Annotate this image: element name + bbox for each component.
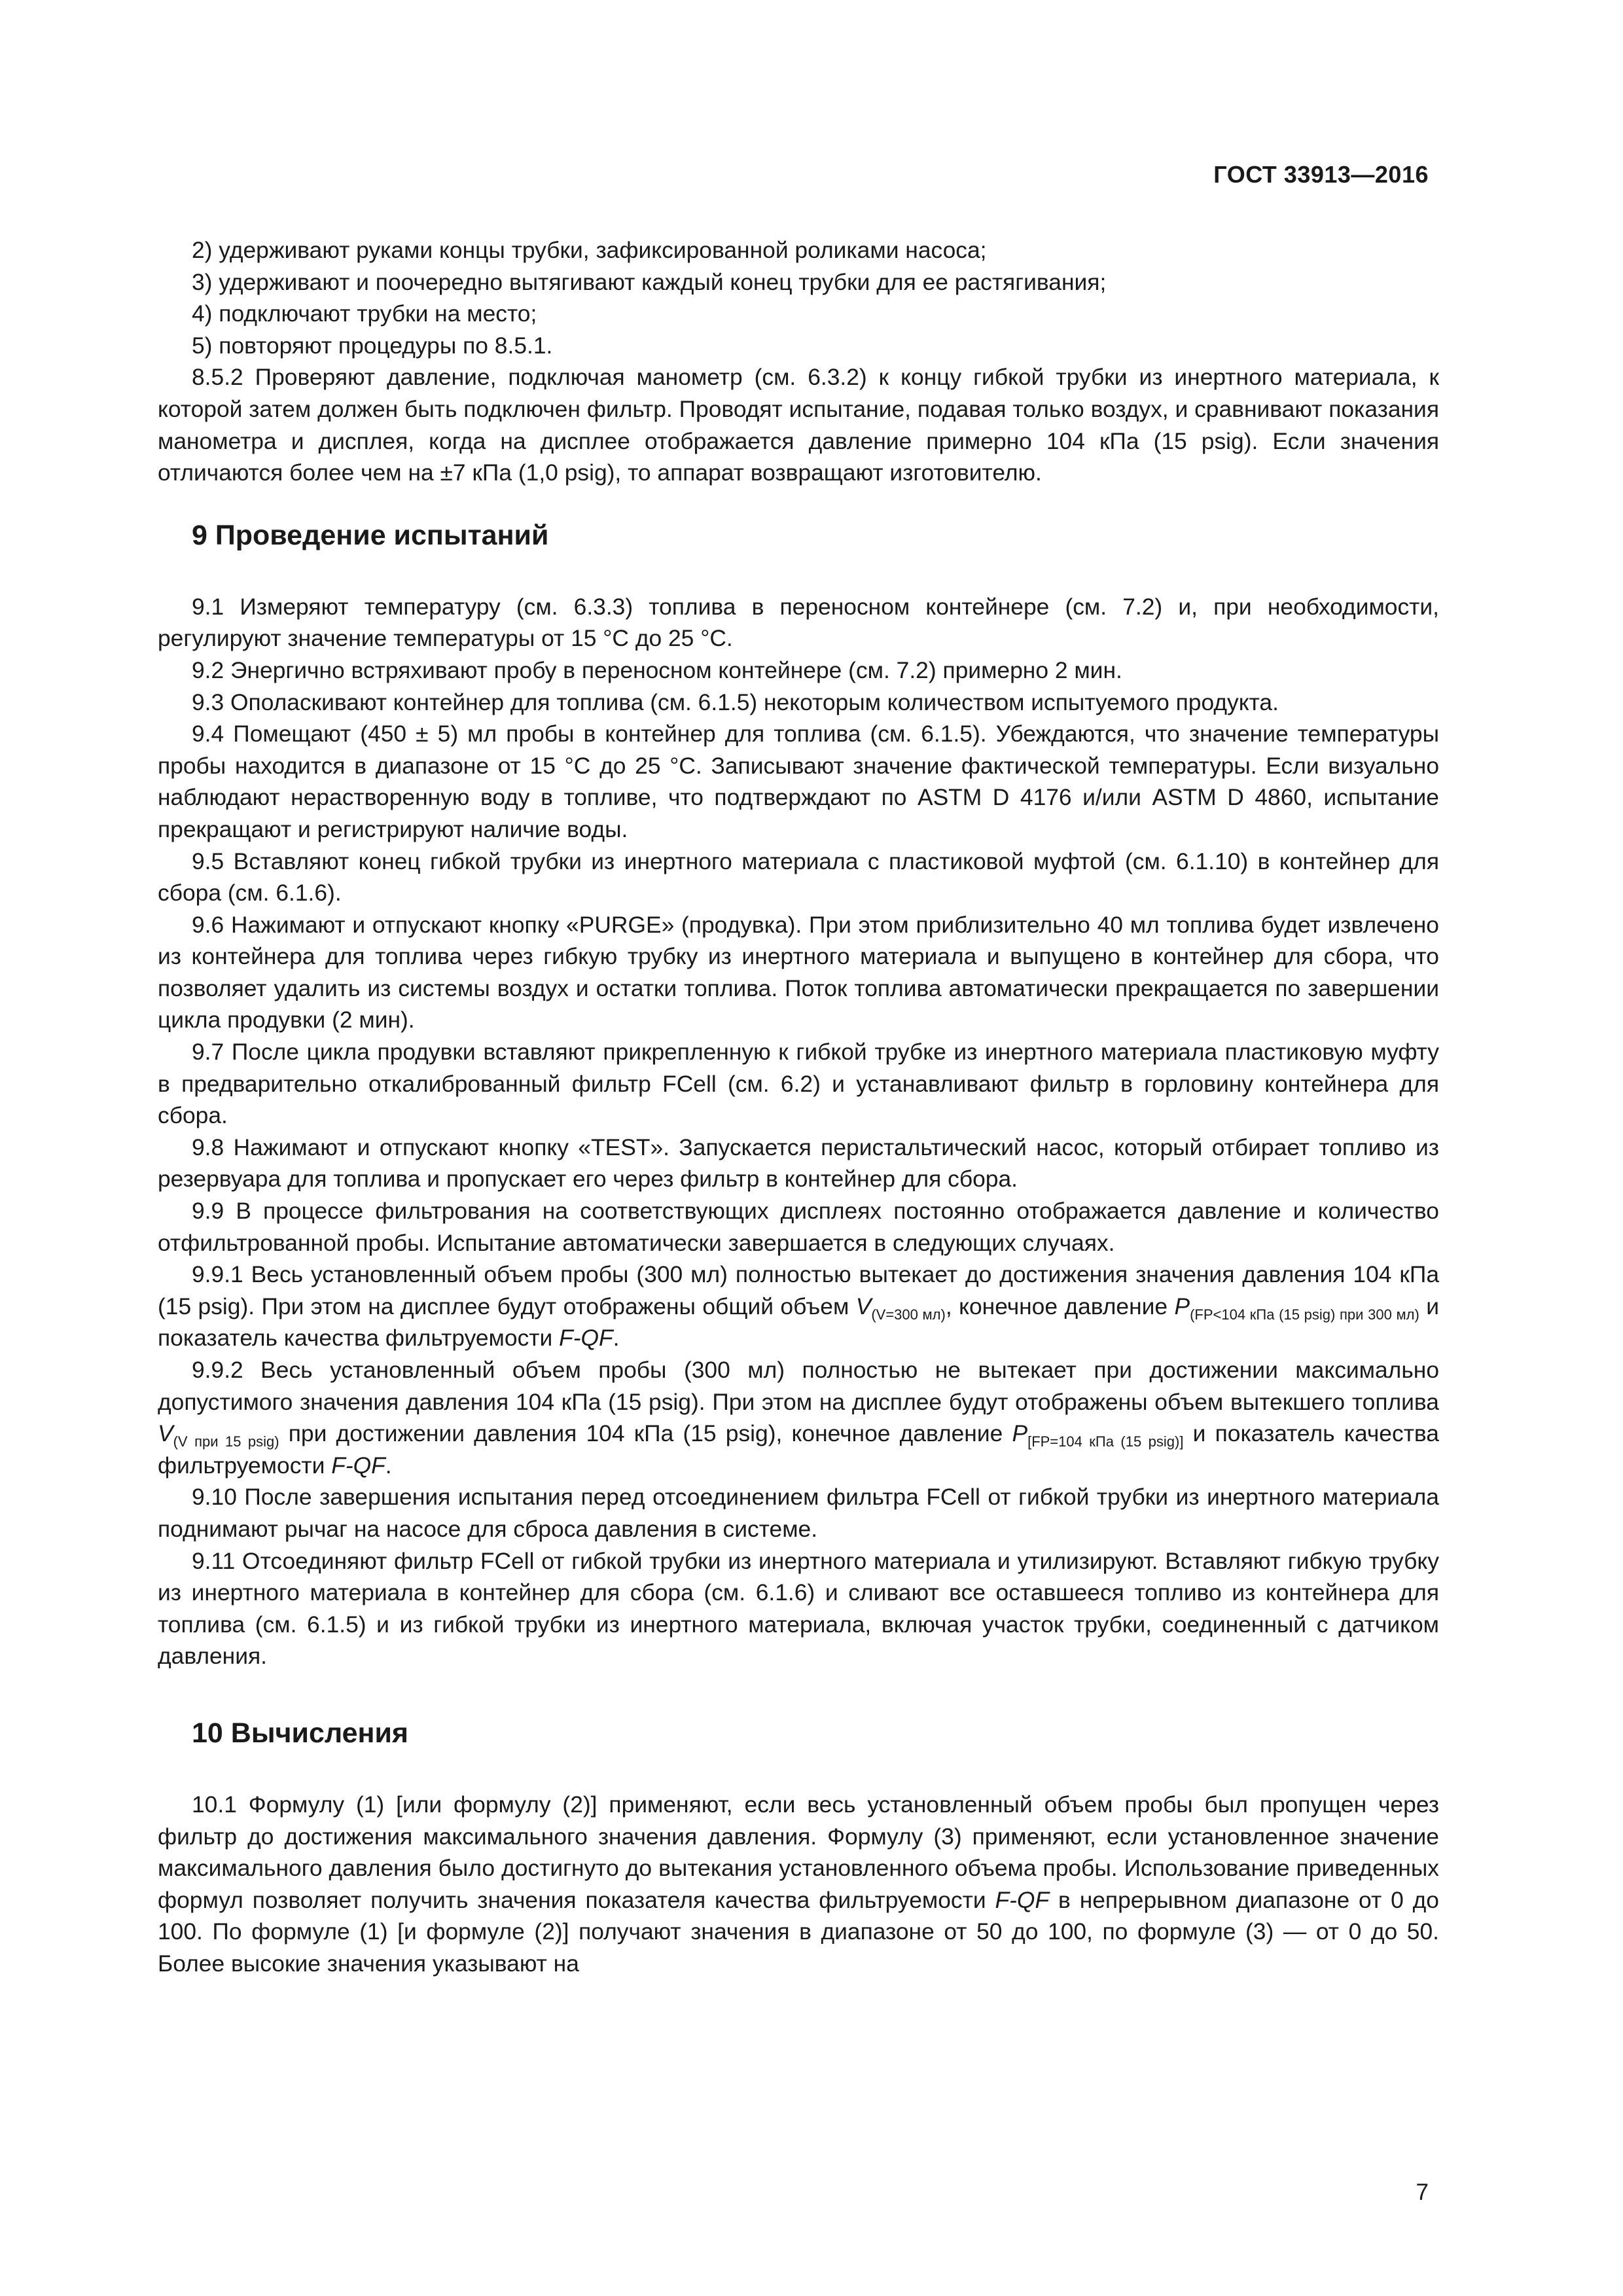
paragraph-9-4: 9.4 Помещают (450 ± 5) мл пробы в контейнер для топлива (см. 6.1.5). Убеждаются, что значение температуры пробы находится в диапазоне от 15 °С до 25 °С. Записывают значение фактической температуры. Если визуально наблюдают нерастворенную воду в топливе, что подтверждают по ASTM D 4176 и/или ASTM D 4860, испытание прекращают и регистрируют наличие воды. xyxy=(158,721,1439,842)
section-heading-10: 10 Вычисления xyxy=(192,1717,409,1749)
paragraph-9-9-1 xyxy=(158,1259,1439,1354)
paragraph-9-9: 9.9 В процессе фильтрования на соответствующих дисплеях постоянно отображается давление и количество отфильтрованной пробы. Испытание автоматически завершается в следующих случаях. xyxy=(158,1198,1439,1256)
paragraph-9-11: 9.11 Отсоединяют фильтр FCell от гибкой трубки из инертного материала и утилизируют. Вставляют гибкую трубку из инертного материала в контейнер для сбора (см. 6.1.6) и сливают все оставшееся топливо из контейнера для топлива (см. 6.1.5) и из гибкой трубки из инертного материала, включая участок трубки, соединенный с датчиком давления. xyxy=(158,1547,1439,1670)
list-item: 4) подключают трубки на место; xyxy=(192,300,537,327)
paragraph-9-9-2 xyxy=(158,1354,1439,1481)
fqf-symbol: F-QF xyxy=(559,1325,613,1352)
paragraph-9-10: 9.10 После завершения испытания перед отсоединением фильтра FCell от гибкой трубки из инертного материала поднимают рычаг на насосе для сброса давления в системе. xyxy=(158,1484,1439,1542)
paragraph-8-5-2: 8.5.2 Проверяют давление, подключая манометр (см. 6.3.2) к концу гибкой трубки из инертного материала, к которой затем должен быть подключен фильтр. Проводят испытание, подавая только воздух, и сравнивают показания манометра и дисплея, когда на дисплее отображается давление примерно 104 кПа (15 psig). Если значения отличаются более чем на ±7 кПа (1,0 psig), то аппарат возвращают изготовителю. xyxy=(158,364,1439,486)
text-segment: , конечное давление xyxy=(945,1293,1175,1319)
variable-p: P xyxy=(1012,1420,1028,1447)
subscript-p: [FP=104 кПа (15 psig)] xyxy=(1027,1433,1184,1450)
fqf-symbol: F-QF xyxy=(331,1452,385,1479)
text-segment: 9.9.1 Весь установленный объем пробы (300 мл) полностью вытекает до достижения значения давления 104 кПа (15 psig). При этом на дисплее будут отображены общий объем xyxy=(158,1261,1439,1319)
paragraph-9-8: 9.8 Нажимают и отпускают кнопку «TEST». Запускается перистальтический насос, который отбирает топливо из резервуара для топлива и пропускает его через фильтр в контейнер для сбора. xyxy=(158,1134,1439,1193)
paragraph-10-1 xyxy=(158,1789,1439,1980)
paragraph-9-7: 9.7 После цикла продувки вставляют прикрепленную к гибкой трубке из инертного материала пластиковую муфту в предварительно откалиброванный фильтр FCell (см. 6.2) и устанавливают фильтр в горловину контейнера для сбора. xyxy=(158,1039,1439,1129)
variable-p: P xyxy=(1174,1293,1190,1319)
text-segment: при достижении давления 104 кПа (15 psig), конечное давление xyxy=(279,1420,1012,1447)
text-segment: 10.1 Формулу (1) [или формулу (2)] применяют, если весь установленный объем пробы был пропущен через фильтр до достижения максимального значения давления. Формулу (3) применяют, если установленное значение максимального давления было достигнуто до вытекания установленного объема пробы. Использование приведенных формул позволяет получить значения показателя качества фильтруемости xyxy=(158,1791,1439,1913)
text-segment: 9.9.2 Весь установленный объем пробы (300 мл) полностью не вытекает при достижении максимально допустимого значения давления 104 кПа (15 psig). При этом на дисплее будут отображены объем вытекшего топлива xyxy=(158,1357,1439,1415)
list-item: 2) удерживают руками концы трубки, зафиксированной роликами насоса; xyxy=(192,237,987,263)
section-heading-9: 9 Проведение испытаний xyxy=(192,519,549,551)
variable-v: V xyxy=(855,1293,872,1319)
paragraph-9-5: 9.5 Вставляют конец гибкой трубки из инертного материала с пластиковой муфтой (см. 6.1.10) в контейнер для сбора (см. 6.1.6). xyxy=(158,848,1439,906)
fqf-symbol: F-QF xyxy=(995,1886,1050,1913)
paragraph-9-1: 9.1 Измеряют температуру (см. 6.3.3) топлива в переносном контейнере (см. 7.2) и, при необходимости, регулируют значение температуры от 15 °С до 25 °С. xyxy=(158,593,1439,652)
text-segment: в непрерывном диапазоне от 0 до 100. По формуле (1) [и формуле (2)] получают значения в диапазоне от 50 до 100, по формуле (3) — от 0 до 50. Более высокие значения указывают на xyxy=(158,1886,1439,1977)
subscript-v: (V при 15 psig) xyxy=(173,1433,279,1450)
text-segment: . xyxy=(385,1452,392,1479)
subscript-v: (V=300 мл) xyxy=(871,1306,946,1323)
variable-v: V xyxy=(158,1420,173,1447)
text-segment: и показатель качества фильтруемости xyxy=(158,1293,1439,1352)
document-code-header: ГОСТ 33913—2016 xyxy=(1213,161,1429,188)
list-item: 5) повторяют процедуры по 8.5.1. xyxy=(192,332,553,359)
paragraph-9-3: 9.3 Ополаскивают контейнер для топлива (см. 6.1.5) некоторым количеством испытуемого продукта. xyxy=(192,689,1279,715)
paragraph-9-6: 9.6 Нажимают и отпускают кнопку «PURGE» (продувка). При этом приблизительно 40 мл топлива будет извлечено из контейнера для топлива через гибкую трубку из инертного материала и выпущено в контейнер для сбора, что позволяет удалить из системы воздух и остатки топлива. Поток топлива автоматически прекращается по завершении цикла продувки (2 мин). xyxy=(158,911,1439,1033)
text-segment: и показатель качества фильтруемости xyxy=(158,1420,1439,1479)
page-body xyxy=(158,234,1439,1980)
list-item: 3) удерживают и поочередно вытягивают каждый конец трубки для ее растягивания; xyxy=(192,268,1107,295)
text-segment: . xyxy=(613,1325,620,1352)
page-number: 7 xyxy=(1416,2179,1429,2205)
subscript-p: (FP<104 кПа (15 psig) при 300 мл) xyxy=(1190,1306,1419,1323)
paragraph-9-2: 9.2 Энергично встряхивают пробу в переносном контейнере (см. 7.2) примерно 2 мин. xyxy=(192,656,1122,683)
